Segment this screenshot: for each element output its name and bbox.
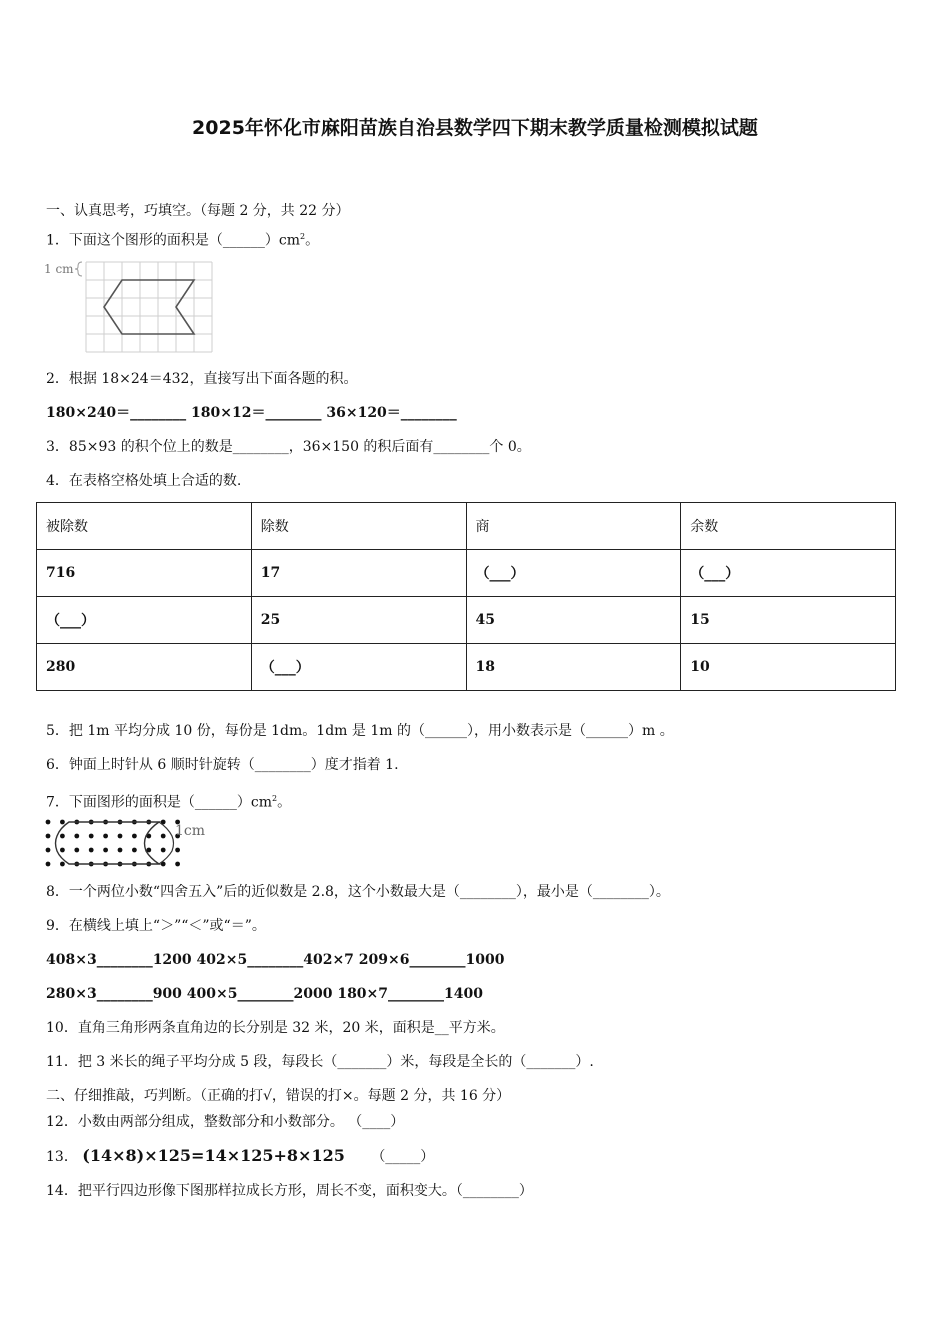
section-2-heading: 二、仔细推敲，巧判断。（正确的打√，错误的打×。每题 2 分，共 16 分） [46, 1088, 511, 1104]
grid-dot [46, 848, 51, 853]
question-2-items: 180×240＝________ 180×12＝________ 36×120＝________ [46, 405, 457, 421]
grid-dot [46, 862, 51, 867]
question-1-text: 1．下面这个图形的面积是（______）cm [46, 232, 301, 249]
grid-dot [175, 862, 180, 867]
table-cell-blank: （___） [37, 597, 252, 644]
division-table [36, 502, 896, 691]
grid-dot [103, 834, 108, 839]
table-header: 商 [466, 503, 681, 550]
table-row [37, 550, 896, 597]
question-11: 11．把 3 米长的绳子平均分成 5 段，每段长（_______）米，每段是全长的（_______）. [46, 1054, 594, 1070]
grid-dot [118, 834, 123, 839]
scale-brace [75, 262, 82, 276]
table-cell: 25 [251, 597, 466, 644]
section-1-heading: 一、认真思考，巧填空。（每题 2 分，共 22 分） [46, 203, 350, 219]
table-header-row [37, 503, 896, 550]
hexagon-shape [104, 280, 194, 334]
grid-dot [60, 848, 65, 853]
question-8: 8．一个两位小数“四舍五入”后的近似数是 2.8，这个小数最大是（________），最小是（________）。 [46, 884, 670, 900]
curved-shape [56, 822, 160, 864]
grid-dot [89, 834, 94, 839]
grid-dot [175, 848, 180, 853]
grid-dot [118, 848, 123, 853]
table-cell-blank: （___） [466, 550, 681, 597]
question-1-scale-label: 1 cm [44, 262, 74, 276]
question-1-figure [44, 258, 219, 356]
table-header: 余数 [681, 503, 896, 550]
table-cell: 45 [466, 597, 681, 644]
dot-grid [46, 820, 180, 867]
page-title: 2025年怀化市麻阳苗族自治县数学四下期末教学质量检测模拟试题 [192, 117, 758, 139]
grid-dot [74, 834, 79, 839]
question-13-blank: （_____） [371, 1149, 435, 1165]
grid-dot [89, 848, 94, 853]
table-header: 被除数 [37, 503, 252, 550]
question-7-unit-sup: 2 [272, 794, 278, 803]
table-cell: 18 [466, 644, 681, 691]
grid-dot [161, 834, 166, 839]
table-cell: 17 [251, 550, 466, 597]
question-1 [46, 227, 319, 251]
grid-dot [161, 848, 166, 853]
table-cell-blank: （___） [681, 550, 896, 597]
grid-dot [46, 820, 51, 825]
table-cell: 10 [681, 644, 896, 691]
question-7-scale-label: 1cm [175, 823, 206, 839]
question-4: 4．在表格空格处填上合适的数. [46, 473, 242, 489]
question-1-unit-sup: 2 [300, 232, 306, 241]
question-7 [46, 789, 291, 813]
grid-dot [74, 848, 79, 853]
table-cell-blank: （___） [251, 644, 466, 691]
question-9-row-2: 280×3________900 400×5________2000 180×7________1400 [46, 986, 483, 1002]
question-13 [46, 1146, 434, 1167]
table-row [37, 597, 896, 644]
grid-dot [132, 834, 137, 839]
table-cell: 15 [681, 597, 896, 644]
question-6: 6．钟面上时针从 6 顺时针旋转（________）度才指着 1. [46, 757, 399, 773]
grid-dot [60, 862, 65, 867]
question-2: 2．根据 18×24＝432，直接写出下面各题的积。 [46, 371, 358, 387]
question-12: 12．小数由两部分组成，整数部分和小数部分。 （____） [46, 1114, 405, 1130]
table-row [37, 644, 896, 691]
grid-dot [60, 820, 65, 825]
grid-dot [60, 834, 65, 839]
question-9: 9．在横线上填上“＞”“＜”或“＝”。 [46, 918, 266, 934]
curved-shape-edge [159, 822, 174, 864]
question-9-row-1: 408×3________1200 402×5________402×7 209×6________1000 [46, 952, 505, 968]
question-14: 14．把平行四边形像下图那样拉成长方形，周长不变，面积变大。（________） [46, 1183, 533, 1199]
table-cell: 280 [37, 644, 252, 691]
grid-dot [103, 848, 108, 853]
table-cell: 716 [37, 550, 252, 597]
question-1-end: 。 [305, 232, 320, 249]
grid-dot [46, 834, 51, 839]
question-3: 3．85×93 的积个位上的数是________，36×150 的积后面有________个 0。 [46, 439, 531, 455]
table-header: 除数 [251, 503, 466, 550]
grid-dot [132, 848, 137, 853]
question-7-text: 7．下面图形的面积是（______）cm [46, 794, 273, 811]
question-5: 5．把 1m 平均分成 10 份，每份是 1dm。1dm 是 1m 的（______），用小数表示是（______）m 。 [46, 723, 674, 739]
question-13-number: 13． [46, 1149, 78, 1165]
question-7-figure [40, 816, 220, 872]
question-7-end: 。 [277, 794, 292, 811]
question-10: 10．直角三角形两条直角边的长分别是 32 米，20 米，面积是__平方米。 [46, 1020, 505, 1036]
question-13-expression: (14×8)×125=14×125+8×125 [82, 1146, 345, 1165]
